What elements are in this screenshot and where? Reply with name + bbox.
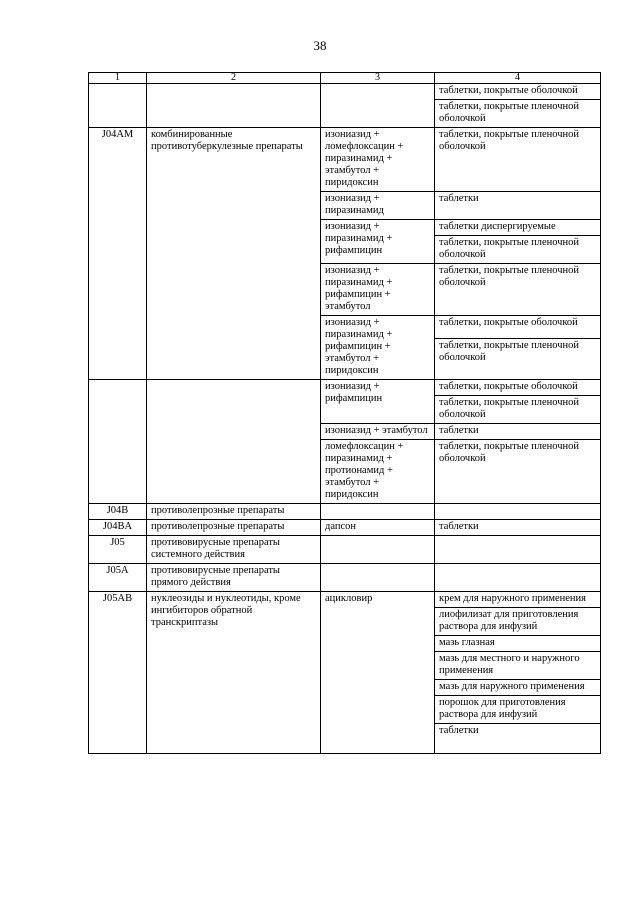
atc-code-cell: J05A xyxy=(89,564,147,592)
dosage-form-cell: порошок для приготовления раствора для инфузий xyxy=(435,696,601,724)
dosage-form-cell: таблетки, покрытые пленочной оболочкой xyxy=(435,339,601,380)
dosage-form-cell: таблетки диспергируемые xyxy=(435,220,601,236)
atc-code-cell: J04B xyxy=(89,504,147,520)
dosage-form-cell: таблетки xyxy=(435,724,601,754)
dosage-form-cell: таблетки, покрытые оболочкой xyxy=(435,84,601,100)
dosage-form-cell: крем для наружного применения xyxy=(435,592,601,608)
dosage-form-cell xyxy=(435,504,601,520)
drug-name-cell xyxy=(321,504,435,520)
group-cell: противовирусные препараты прямого действия xyxy=(147,564,321,592)
table-header-row xyxy=(89,73,601,84)
dosage-form-cell: таблетки, покрытые оболочкой xyxy=(435,380,601,396)
dosage-form-cell: таблетки xyxy=(435,424,601,440)
table-row xyxy=(89,128,601,192)
dosage-form-cell: таблетки, покрытые пленочной оболочкой xyxy=(435,396,601,424)
drug-name-cell: изониазид + пиразинамид + рифампицин + этамбутол + пиридоксин xyxy=(321,316,435,380)
header-col-1: 1 xyxy=(89,73,147,84)
group-cell xyxy=(147,84,321,128)
header-col-2: 2 xyxy=(147,73,321,84)
drug-name-cell: изониазид + рифампицин xyxy=(321,380,435,424)
atc-code-cell: J05AB xyxy=(89,592,147,754)
header-col-3: 3 xyxy=(321,73,435,84)
group-cell: комбинированные противотуберкулезные препараты xyxy=(147,128,321,380)
dosage-form-cell: лиофилизат для приготовления раствора для инфузий xyxy=(435,608,601,636)
page-number: 38 xyxy=(313,38,327,53)
table-row xyxy=(89,84,601,100)
drug-name-cell: изониазид + пиразинамид + рифампицин xyxy=(321,220,435,264)
drug-name-cell: изониазид + пиразинамид xyxy=(321,192,435,220)
group-cell: противолепрозные препараты xyxy=(147,520,321,536)
dosage-form-cell: таблетки xyxy=(435,192,601,220)
table-row xyxy=(89,520,601,536)
drug-name-cell: изониазид + пиразинамид + рифампицин + этамбутол xyxy=(321,264,435,316)
dosage-form-cell: таблетки, покрытые пленочной оболочкой xyxy=(435,264,601,316)
dosage-form-cell: таблетки, покрытые пленочной оболочкой xyxy=(435,236,601,264)
drug-table xyxy=(88,72,601,754)
dosage-form-cell: таблетки, покрытые оболочкой xyxy=(435,316,601,339)
dosage-form-cell: таблетки, покрытые пленочной оболочкой xyxy=(435,100,601,128)
group-cell xyxy=(147,380,321,504)
table-row xyxy=(89,536,601,564)
drug-name-cell xyxy=(321,564,435,592)
drug-name-cell xyxy=(321,536,435,564)
dosage-form-cell: таблетки, покрытые пленочной оболочкой xyxy=(435,440,601,504)
drug-name-cell: изониазид + этамбутол xyxy=(321,424,435,440)
drug-name-cell: ацикловир xyxy=(321,592,435,754)
dosage-form-cell: мазь для наружного применения xyxy=(435,680,601,696)
drug-name-cell: изониазид + ломефлоксацин + пиразинамид + этамбутол + пиридоксин xyxy=(321,128,435,192)
atc-code-cell: J04AM xyxy=(89,128,147,380)
atc-code-cell: J04BA xyxy=(89,520,147,536)
table-row xyxy=(89,592,601,608)
drug-name-cell: ломефлоксацин + пиразинамид + протионамид + этамбутол + пиридоксин xyxy=(321,440,435,504)
header-col-4: 4 xyxy=(435,73,601,84)
dosage-form-cell: мазь для местного и наружного применения xyxy=(435,652,601,680)
atc-code-cell xyxy=(89,380,147,504)
table-row xyxy=(89,504,601,520)
atc-code-cell: J05 xyxy=(89,536,147,564)
dosage-form-cell: таблетки, покрытые пленочной оболочкой xyxy=(435,128,601,192)
group-cell: противовирусные препараты системного действия xyxy=(147,536,321,564)
dosage-form-cell: мазь глазная xyxy=(435,636,601,652)
dosage-form-cell: таблетки xyxy=(435,520,601,536)
drug-name-cell xyxy=(321,84,435,128)
group-cell: нуклеозиды и нуклеотиды, кроме ингибиторов обратной транскриптазы xyxy=(147,592,321,754)
table-row xyxy=(89,380,601,396)
table-row xyxy=(89,564,601,592)
dosage-form-cell xyxy=(435,564,601,592)
group-cell: противолепрозные препараты xyxy=(147,504,321,520)
atc-code-cell xyxy=(89,84,147,128)
dosage-form-cell xyxy=(435,536,601,564)
drug-name-cell: дапсон xyxy=(321,520,435,536)
